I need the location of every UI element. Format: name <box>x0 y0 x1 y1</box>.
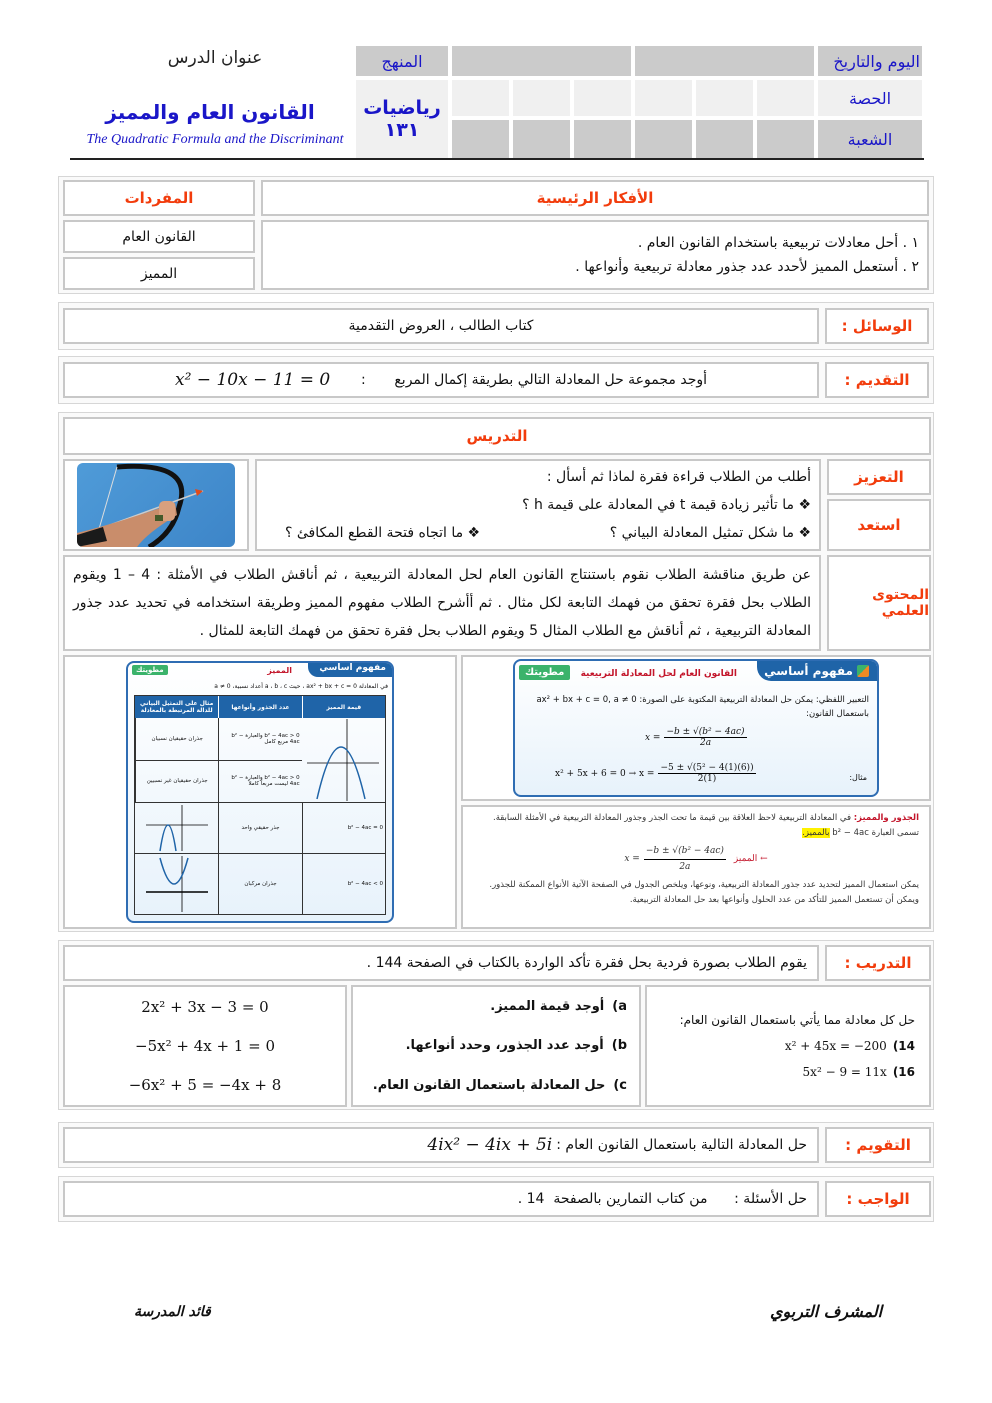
book-table-cell <box>63 655 457 929</box>
concept-title: القانون العام لحل المعادلة التربيعية <box>580 669 737 679</box>
section-label: الشعبة <box>818 120 922 158</box>
day-date-label: اليوم والتاريخ <box>818 46 922 76</box>
practice-tasks <box>351 985 641 1107</box>
equation-item: 2x² + 3x − 3 = 0 <box>141 997 269 1016</box>
date-field-1[interactable] <box>452 46 631 76</box>
practice-label: التدريب : <box>825 945 931 981</box>
practice-equations <box>63 985 347 1107</box>
section-field-5[interactable] <box>696 120 753 158</box>
discriminant-paragraph-1: الجذور والمميز: في المعادلة التربيعية لاحظ العلاقة بين قيمة ما تحت الجذر وجذور المعادلة التربيعية في الأمثلة السابقة. تسمى العبارة b² − 4ac بالمميز. <box>493 813 919 838</box>
question-item: ❖ ما شكل تمثيل المعادلة البياني ؟ <box>609 525 811 541</box>
objectives-section <box>58 176 934 294</box>
practice-book-items <box>645 985 931 1107</box>
table-cell: b² − 4ac = 0 <box>302 803 385 854</box>
book-item: (16 5x² − 9 = 11x <box>802 1065 915 1079</box>
homework-value: حل الأسئلة : من كتاب التمارين بالصفحة 14 . <box>63 1181 819 1217</box>
image-cell <box>63 459 249 551</box>
table-cell: جذر حقيقي واحد <box>218 803 301 854</box>
questions-cell <box>255 459 821 551</box>
vocab-item: المميز <box>63 257 255 290</box>
reinforce-label: التعزيز <box>827 459 931 495</box>
curriculum-value: رياضيات ١٣١ <box>356 80 448 158</box>
question-row <box>265 525 811 541</box>
tools-section <box>58 302 934 350</box>
practice-section <box>58 940 934 1110</box>
vocab-item: القانون العام <box>63 220 255 253</box>
section-field-2[interactable] <box>513 120 570 158</box>
quadratic-formula-concept-box <box>513 659 879 797</box>
period-field-1[interactable] <box>452 80 509 116</box>
table-header-cell: قيمة المميز <box>302 696 385 718</box>
table-cell: جذران حقيقيان نسبيان <box>135 718 218 761</box>
intro-text: أوجد مجموعة حل المعادلة التالي بطريقة إكمال المربع <box>394 372 707 388</box>
table-header-cell: مثال على التمثيل البياني للدالة المرتبطة بالمعادلة <box>135 696 218 718</box>
parabola-up-graph-icon <box>142 854 212 914</box>
task-item: c)حل المعادلة باستعمال القانون العام. <box>372 1077 627 1093</box>
table-header-cell: عدد الجذور وأنواعها <box>218 696 301 718</box>
vocab-header: المفردات <box>63 180 255 216</box>
foldable-tag: مطويتك <box>519 665 570 680</box>
table-cell: جذران حقيقيان غير نسبيين <box>135 761 218 804</box>
tools-label: الوسائل : <box>825 308 929 344</box>
table-cell: جذران مركبان <box>218 854 301 914</box>
formula: x = $\frac{\text{−b ± √(b² − 4ac)}}{2a}$ <box>645 727 745 748</box>
intro-label: التقديم : <box>825 362 929 398</box>
concept-intro: في المعادلة ax² + bx + c = 0 ، حيث a ، b ، c أعداد نسبية، a ≠ 0 <box>214 683 388 690</box>
teaching-title: التدريس <box>63 417 931 455</box>
concept-icon <box>857 665 869 677</box>
book-formula-cell <box>461 655 931 801</box>
ideas-list <box>261 220 929 290</box>
graph-column <box>302 718 385 803</box>
teaching-section <box>58 412 934 932</box>
section-field-4[interactable] <box>635 120 692 158</box>
fraction: $\frac{\text{−b ± √(b² − 4ac)}}{2a}$ <box>645 846 724 872</box>
ready-label: استعد <box>827 499 931 551</box>
period-label: الحصة <box>818 80 922 116</box>
assessment-value: حل المعادلة التالية باستعمال القانون العام : 4ix² − 4ix + 5i <box>63 1127 819 1163</box>
lesson-title-label: عنوان الدرس <box>167 48 263 68</box>
content-text: عن طريق مناقشة الطلاب نقوم باستنتاج القانون العام لحل المعادلة التربيعية ، ثم أناقش الطلاب في الأمثلة : 4 – 1 ويقوم الطلاب بحل فقرة تحقق من فهمك التابعة لكل مثال . ثم أأشرح الطلاب مفهوم المميز وطريقة استخدامه في تحديد عدد جذور المعادلة التربيعية ، ثم أناقش مع الطلاب المثال 5 ويقوم الطلاب بحل فقرة تحقق من فهمك التابعة للمثال . <box>73 567 811 639</box>
section-field-3[interactable] <box>574 120 631 158</box>
archer-image <box>77 463 235 547</box>
discriminant-formula: x = $\frac{\text{−b ± √(b² − 4ac)}}{2a}$ ← المميز <box>473 844 919 875</box>
graph-cell <box>135 854 218 914</box>
concept-title: المميز <box>267 666 292 675</box>
verbal-expression: التعبير اللفظي: يمكن حل المعادلة التربيعية المكتوبة على الصورة: ax² + bx + c = 0, a ≠ 0 باستعمال القانون: <box>536 695 869 719</box>
tools-value: كتاب الطالب ، العروض التقدمية <box>63 308 819 344</box>
intro-value <box>63 362 819 398</box>
idea-item: ١ . أحل معادلات تربيعية باستخدام القانون العام . <box>637 235 919 251</box>
equation-item: −5x² + 4x + 1 = 0 <box>135 1036 275 1055</box>
task-item: a)أوجد قيمة المميز. <box>490 999 627 1015</box>
intro-separator: : <box>361 372 366 388</box>
table-cell: b² − 4ac < 0 <box>302 854 385 914</box>
book-instruction: حل كل معادلة مما يأتي باستعمال القانون العام: <box>679 1013 915 1027</box>
assessment-label: التقويم : <box>825 1127 931 1163</box>
date-field-2[interactable] <box>635 46 814 76</box>
period-field-3[interactable] <box>574 80 631 116</box>
example-label: مثال: <box>849 773 867 782</box>
homework-label: الواجب : <box>825 1181 931 1217</box>
table-cell: b² − 4ac > 0 والعبارة b² − 4ac مربع كامل <box>218 718 301 761</box>
equation-item: −6x² + 5 = −4x + 8 <box>128 1076 282 1095</box>
concept-header: مفهوم أساسي <box>308 663 392 677</box>
foldable-tag: مطويتك <box>132 665 168 675</box>
ideas-header: الأفكار الرئيسية <box>261 180 929 216</box>
intro-equation: x² − 10x − 11 = 0 <box>175 370 331 390</box>
example-formula: x² + 5x + 6 = 0 → x = $\frac{\text{−5 ± √(5² − 4(1)(6))}}{2(1)}$ <box>555 763 754 784</box>
header <box>60 44 924 160</box>
discriminant-concept-box <box>126 661 394 923</box>
content-text-cell <box>63 555 821 651</box>
graph-cell <box>135 803 218 854</box>
section-field-6[interactable] <box>757 120 814 158</box>
book-discriminant-cell <box>461 805 931 929</box>
period-field-6[interactable] <box>757 80 814 116</box>
curriculum-label: المنهج <box>356 46 448 76</box>
bow-arrow-icon <box>77 463 235 547</box>
idea-item: ٢ . أستعمل المميز لأحدد عدد جذور معادلة تربيعية وأنواعها . <box>575 259 919 275</box>
discriminant-paragraph-2: يمكن استعمال المميز لتحديد عدد جذور المعادلة التربيعية، ونوعها، ويلخص الجدول في الصفحة الآتية الأنواع الممكنة للجذور. ويمكن أن تستعمل المميز للتأكد من عدد الحلول وأنواعها بعد حل المعادلة التربيعية. <box>489 880 919 905</box>
question-item: ❖ ما اتجاه فتحة القطع المكافئ ؟ <box>285 525 481 541</box>
question-item: ❖ ما تأثير زيادة قيمة t في المعادلة على قيمة h ؟ <box>522 497 811 513</box>
parabola-one-root-graph-icon <box>142 803 212 853</box>
fraction: $\frac{\text{−b ± √(b² − 4ac)}}{2a}$ <box>666 727 745 748</box>
content-label: المحتوى العلمي <box>827 555 931 651</box>
period-field-2[interactable] <box>513 80 570 116</box>
period-field-4[interactable] <box>635 80 692 116</box>
header-divider <box>70 158 924 160</box>
prompt-text: أطلب من الطلاب قراءة فقرة لماذا ثم أسأل : <box>546 469 811 485</box>
supervisor-signature: المشرف التربوي <box>770 1302 883 1321</box>
lesson-title-en: The Quadratic Formula and the Discriminant <box>86 132 344 147</box>
assessment-section <box>58 1122 934 1168</box>
discriminant-table <box>134 695 386 915</box>
homework-section <box>58 1176 934 1222</box>
section-field-1[interactable] <box>452 120 509 158</box>
task-item: b)أوجد عدد الجذور، وحدد أنواعها. <box>405 1038 627 1054</box>
lesson-title-ar: القانون العام والمميز <box>105 100 315 124</box>
table-cell: b² − 4ac > 0 والعبارة b² − 4ac ليست مربعاً كاملاً <box>218 761 301 804</box>
parabola-down-graph-icon <box>303 715 383 805</box>
principal-signature: قائد المدرسة <box>134 1304 211 1320</box>
book-item: (14 x² + 45x = −200 <box>784 1039 915 1053</box>
period-field-5[interactable] <box>696 80 753 116</box>
concept-header: مفهوم أساسي <box>757 661 877 681</box>
fraction: $\frac{\text{−5 ± √(5² − 4(1)(6))}}{2(1)}$ <box>660 763 754 784</box>
intro-section <box>58 356 934 404</box>
practice-value: يقوم الطلاب بصورة فردية بحل فقرة تأكد الواردة بالكتاب في الصفحة 144 . <box>63 945 819 981</box>
